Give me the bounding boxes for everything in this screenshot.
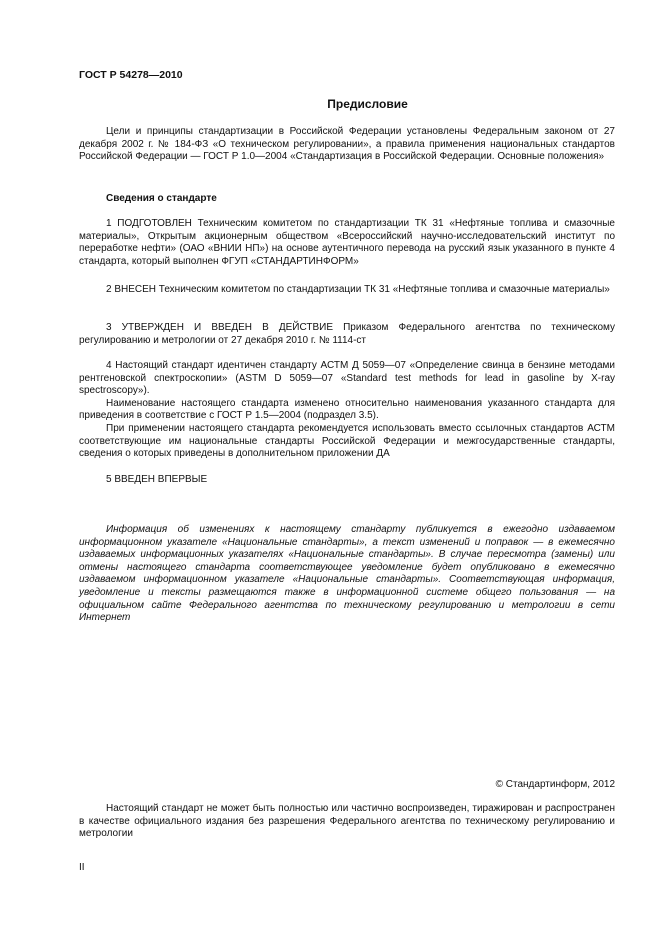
copyright: © Стандартинформ, 2012 xyxy=(495,779,615,790)
item-5 xyxy=(79,474,615,487)
info-heading: Сведения о стандарте xyxy=(106,193,217,204)
page-title: Предисловие xyxy=(327,97,408,111)
item-4-paragraph-2: Наименование настоящего стандарта изменено относительно наименования указанного стандарта для приведения в соответствие с ГОСТ Р 1.5—2004 (подраздел 3.5). xyxy=(79,397,615,422)
item-4-text: 4 Настоящий стандарт идентичен стандарту АСТМ Д 5059—07 «Определение свинца в бензине методами рентгеновской спектроскопии» (ASTM D 5059—07 «Standard test methods for lead in gasoline by X-ray spectroscopy»). xyxy=(79,360,615,397)
item-2 xyxy=(79,284,615,297)
intro-section xyxy=(79,126,615,164)
page-number: II xyxy=(79,862,85,873)
item-2-text: 2 ВНЕСЕН Техническим комитетом по стандартизации ТК 31 «Нефтяные топлива и смазочные материалы» xyxy=(106,284,610,295)
item-3 xyxy=(79,322,615,347)
intro-paragraph: Цели и принципы стандартизации в Российской Федерации установлены Федеральным законом от 27 декабря 2002 г. № 184-ФЗ «О техническом регулировании», а правила применения национальных стандартов Российской Федерации — ГОСТ Р 1.0—2004 «Стандартизация в Российской Федерации. Основные положения» xyxy=(79,126,615,163)
reproduction-section xyxy=(79,803,615,841)
reproduction-paragraph: Настоящий стандарт не может быть полностью или частично воспроизведен, тиражирован и распространен в качестве официального издания без разрешения Федерального агентства по техническому регулированию и метрологии xyxy=(79,803,615,840)
item-4-paragraph-3: При применении настоящего стандарта рекомендуется использовать вместо ссылочных стандартов АСТМ соответствующие им национальные стандарты Российской Федерации и межгосударственные стандарты, сведения о которых приведены в дополнительном приложении ДА xyxy=(79,422,615,460)
document-code: ГОСТ Р 54278—2010 xyxy=(79,69,183,81)
item-3-text: 3 УТВЕРЖДЕН И ВВЕДЕН В ДЕЙСТВИЕ Приказом Федерального агентства по техническому регулированию и метрологии от 27 декабря 2010 г. № 1114-ст xyxy=(79,322,615,346)
item-1 xyxy=(79,218,615,268)
notice-paragraph: Информация об изменениях к настоящему стандарту публикуется в ежегодно издаваемом информационном указателе «Национальные стандарты», а текст изменений и поправок — в ежемесячно издаваемых информационных указателях «Национальные стандарты». В случае пересмотра (замены) или отмены настоящего стандарта соответствующее уведомление будет опубликовано в ежемесячно издаваемом информационном указателе «Национальные стандарты». Соответствующая информация, уведомление и тексты размещаются также в информационной системе общего пользования — на официальном сайте Федерального агентства по техническому регулированию и метрологии в сети Интернет xyxy=(79,524,615,624)
notice-section xyxy=(79,524,615,625)
item-5-text: 5 ВВЕДЕН ВПЕРВЫЕ xyxy=(106,474,208,485)
item-1-text: 1 ПОДГОТОВЛЕН Техническим комитетом по стандартизации ТК 31 «Нефтяные топлива и смазочные материалы», Открытым акционерным обществом «Всероссийский научно-исследовательский институт по переработке нефти» (ОАО «ВНИИ НП») на основе аутентичного перевода на русский язык указанного в пункте 4 стандарта, который выполнен ФГУП «СТАНДАРТИНФОРМ» xyxy=(79,218,615,267)
item-4 xyxy=(79,360,615,461)
